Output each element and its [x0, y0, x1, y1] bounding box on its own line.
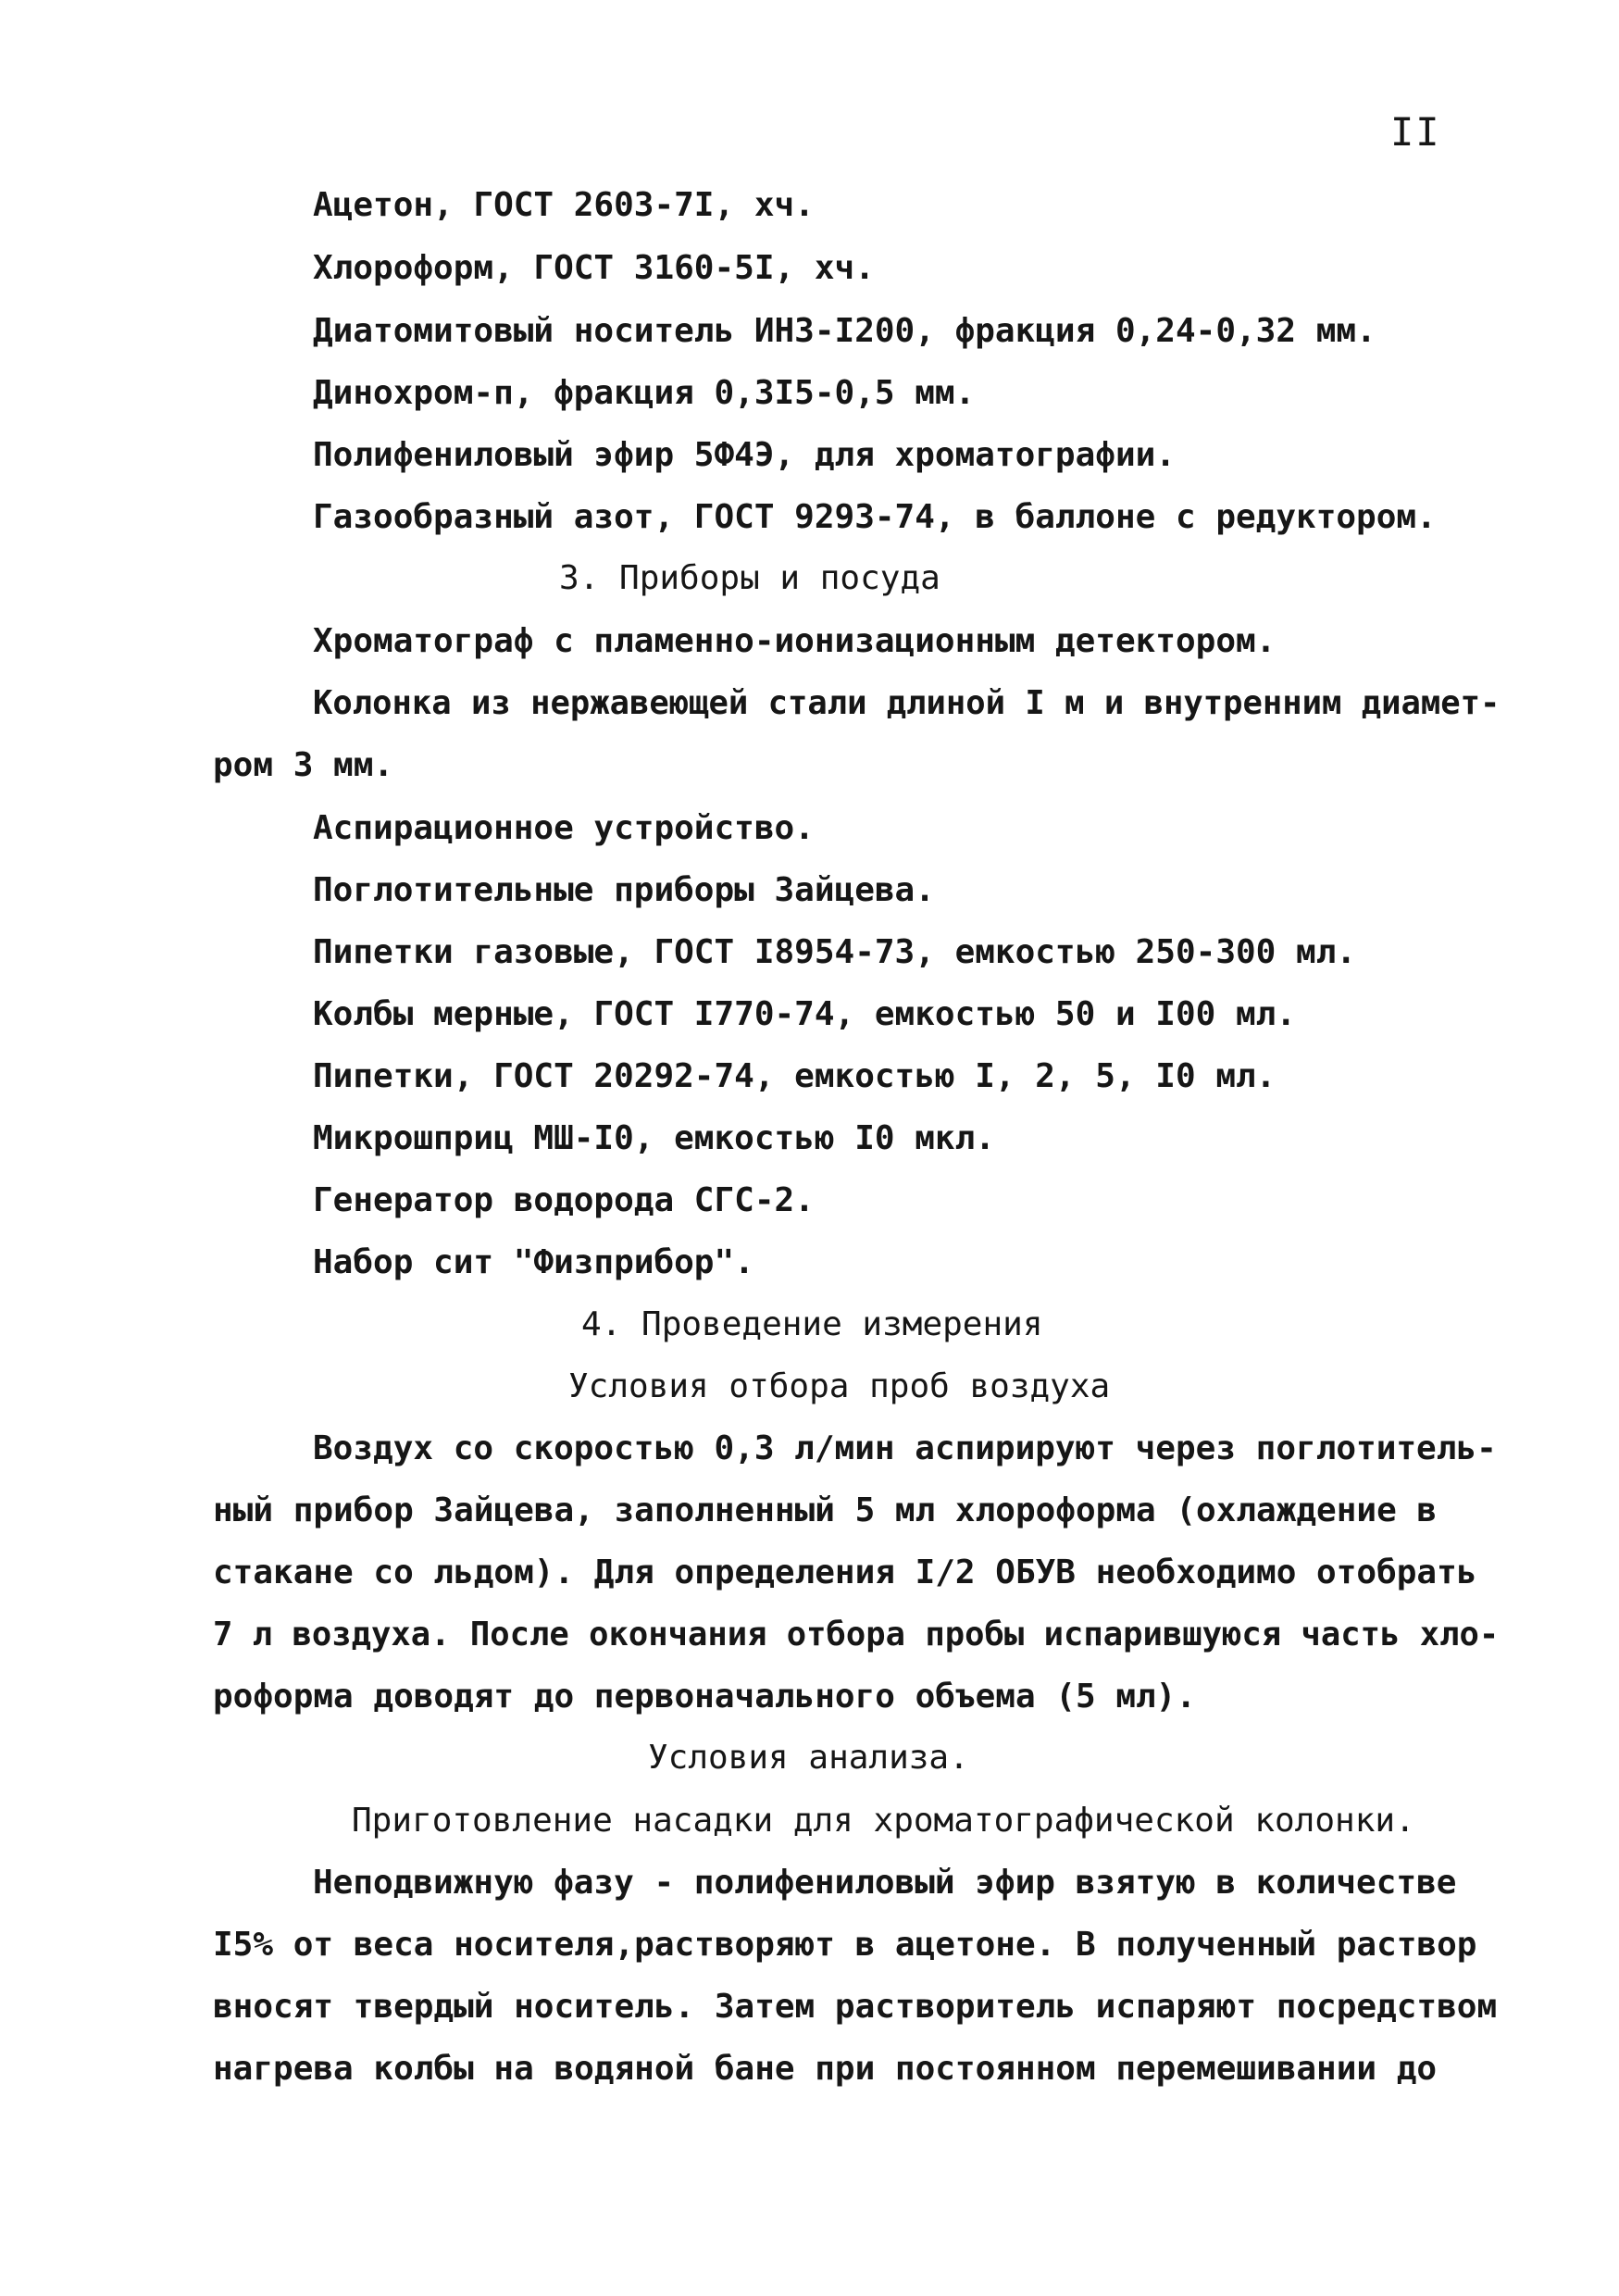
- preparation-heading: Приготовление насадки для хроматографической колонки.: [352, 1802, 1415, 1840]
- reagent-line: Динохром-п, фракция 0,3I5-0,5 мм.: [313, 374, 976, 412]
- paragraph-line: I5% от веса носителя,растворяют в ацетоне. В полученный раствор: [213, 1926, 1477, 1964]
- reagent-line: Диатомитовый носитель ИНЗ-I200, фракция 0,24-0,32 мм.: [313, 312, 1376, 350]
- equipment-line: Хроматограф с пламенно-ионизационным детектором.: [313, 622, 1277, 660]
- reagent-line: Полифениловый эфир 5Ф4Э, для хроматографии.: [313, 436, 1176, 474]
- paragraph-line: Воздух со скоростью 0,3 л/мин аспирируют через поглотитель-: [313, 1429, 1497, 1467]
- equipment-line: Генератор водорода СГС-2.: [313, 1181, 815, 1219]
- paragraph-line: нагрева колбы на водяной бане при постоянном перемешивании до: [213, 2050, 1438, 2088]
- equipment-line: ром 3 мм.: [213, 746, 394, 784]
- section-3-heading: 3. Приборы и посуда: [559, 559, 940, 597]
- equipment-line: Набор сит "Физприбор".: [313, 1243, 754, 1281]
- equipment-line: Колбы мерные, ГОСТ I770-74, емкостью 50 и I00 мл.: [313, 995, 1297, 1033]
- equipment-line: Пипетки, ГОСТ 20292-74, емкостью I, 2, 5, I0 мл.: [313, 1057, 1277, 1095]
- equipment-line: Микрошприц МШ-I0, емкостью I0 мкл.: [313, 1119, 995, 1157]
- sampling-subheading: Условия отбора проб воздуха: [568, 1367, 1111, 1405]
- reagent-line: Ацетон, ГОСТ 2603-7I, хч.: [313, 186, 815, 224]
- paragraph-line: ный прибор Зайцева, заполненный 5 мл хлороформа (охлаждение в: [213, 1491, 1438, 1529]
- paragraph-line: Неподвижную фазу - полифениловый эфир взятую в количестве: [313, 1864, 1457, 1902]
- paragraph-line: вносят твердый носитель. Затем растворитель испаряют посредством: [213, 1988, 1498, 2026]
- paragraph-line: роформа доводят до первоначального объема (5 мл).: [213, 1678, 1197, 1716]
- paragraph-line: стакане со льдом). Для определения I/2 ОБУВ необходимо отобрать: [213, 1554, 1477, 1591]
- section-4-heading: 4. Проведение измерения: [581, 1305, 1043, 1343]
- equipment-line: Аспирационное устройство.: [313, 809, 815, 847]
- equipment-line: Пипетки газовые, ГОСТ I8954-73, емкостью 250-300 мл.: [313, 933, 1357, 971]
- equipment-line: Колонка из нержавеющей стали длиной I м и внутренним диамет-: [313, 684, 1501, 722]
- equipment-line: Поглотительные приборы Зайцева.: [313, 871, 935, 909]
- analysis-heading: Условия анализа.: [648, 1739, 969, 1777]
- page-number: II: [1390, 109, 1441, 155]
- reagent-line: Хлороформ, ГОСТ 3160-5I, хч.: [313, 249, 875, 287]
- reagent-line: Газообразный азот, ГОСТ 9293-74, в баллоне с редуктором.: [313, 498, 1437, 536]
- paragraph-line: 7 л воздуха. После окончания отбора пробы испарившуюся часть хло-: [213, 1616, 1500, 1653]
